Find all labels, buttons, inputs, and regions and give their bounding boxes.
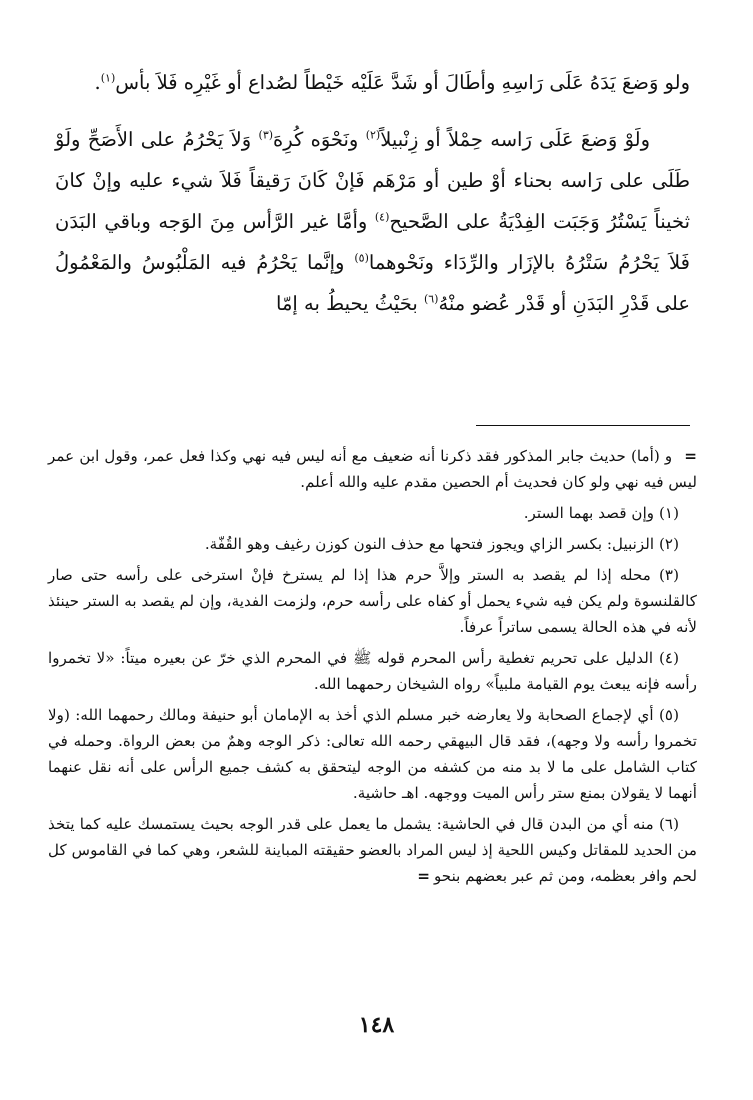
main-text-run: وإنَّما يَحْرُمُ فيه المَلْبُوسُ والمَعْمُولُ على قَدْرِ البَدَنِ أو قَدْر عُضو منْهُ [55,251,690,315]
footnote-4: (٤) الدليل على تحريم تغطية رأس المحرم قوله ﷺ في المحرم الذي خرّ عن بعيره ميتاً: «لا تخمروا رأسه فإنه يبعث يوم القيامة ملبياً» رواه الشيخان رحمهما الله. [48,649,697,693]
footnote-2: (٢) الزنبيل: بكسر الزاي ويجوز فتحها مع حذف النون كوزن رغيف وهو القُفّة. [204,535,679,553]
footnote-ref-6: (٦) [423,292,439,306]
footnote-6 [48,811,697,889]
footnote-text: (٦) منه أي من البدن قال في الحاشية: يشمل ما يعمل على قدر الوجه بحيث يستمسك عليه كما يتخذ من الحديد للمقاتل وكيس اللحية إذ ليس المراد بالعضو حقيقته المباينة للشعر، وهي كما في القاموس كل لحم وافر بعظمه، ومن ثم عبر بعضهم بنحو [48,815,697,885]
period: . [94,71,101,94]
footnote-5: (٥) أي لإجماع الصحابة ولا يعارضه خبر مسلم الذي أخذ به الإمامان أبو حنيفة ومالك رحمهما الله: (ولا تخمروا رأسه ولا وجهه)، فقد قال البيهقي رحمه الله تعالى: ذكر الوجه وهمٌ من بعض الرواة. وحمله في كتاب الشامل على ما لا بد منه من كشفه من الوجه ليتحقق به كشف جميع الرأس على أنه نقل عنهما أنهما لا يقولان بمنع ستر رأس الميت ووجهه. اهـ حاشية. [48,706,697,802]
main-text-run: وأمَّا غير الرَّأس مِنَ الوَجه وباقي البَدَن فَلاَ يَحْرُمُ سَتْرُهُ بالإزَار والرِّدَاء ونَحْوهما [55,210,690,274]
continuation-marker: = [417,867,430,885]
main-text-run: ولَوْ وَضعَ عَلَى رَاسه حِمْلاً أو زِنْبيلاً [380,128,650,151]
main-paragraph-1 [55,62,690,103]
main-text-run: ولو وَضعَ يَدَهُ عَلَى رَاسِهِ وأطَالَ أو شَدَّ عَلَيْه خَيْطاً لصُداع أو غَيْرِه فَلاَ بأس [115,71,690,94]
page-number: ١٤٨ [358,1012,395,1038]
main-text-run: وَلاَ يَحْرُمُ على الأَصَحِّ ولَوْ طَلَى على رَاسه بحناء أوْ طين أو مَرْهَم فَإنْ كَانَ رَقيقاً فَلاَ شيء عليه وإنْ كانَ ثخيناً يَسْتُرُ وَجَبَت الفِدْيَةُ على الصَّحيح [55,128,691,233]
footnote-separator [476,425,690,426]
continuation-marker: = [684,447,697,465]
footnote-text: و (أما) حديث جابر المذكور فقد ذكرنا أنه ضعيف مع أنه ليس فيه نهي وكذا فعل عمر، وقول ابن عمر ليس فيه نهي ولو كان فحديث أم الحصين مقدم عليه والله أعلم. [48,447,697,491]
footnote-continuation [48,443,697,495]
footnote-ref-2: (٢) [365,128,381,142]
main-text [55,62,690,324]
footnote-ref-5: (٥) [354,251,369,265]
footnote-1: (١) وإن قصد بهما الستر. [523,504,679,522]
main-text-run: بحَيْثُ يحيطُ به إمّا [276,292,424,315]
footnote-ref-4: (٤) [374,210,390,224]
footnote-3: (٣) محله إذا لم يقصد به الستر وإلاَّ حرم هذا إذا لم يسترخ فإنْ استرخى على رأسه حتى صار كالقلنسوة ولم يكن فيه شيء يحمل أو كفاه على رأسه حرم، ولزمت الفدية، وإن لم يقصد به الستر حينئذ لأنه في هذه الحالة يسمى ساتراً عرفاً. [48,566,697,636]
main-text-run: ونَحْوَه كُرِهَ [273,128,366,151]
footnote-ref-3: (٣) [258,128,274,142]
footnotes [48,443,697,894]
main-paragraph-2 [55,119,690,324]
footnote-ref-1: (١) [100,71,116,85]
